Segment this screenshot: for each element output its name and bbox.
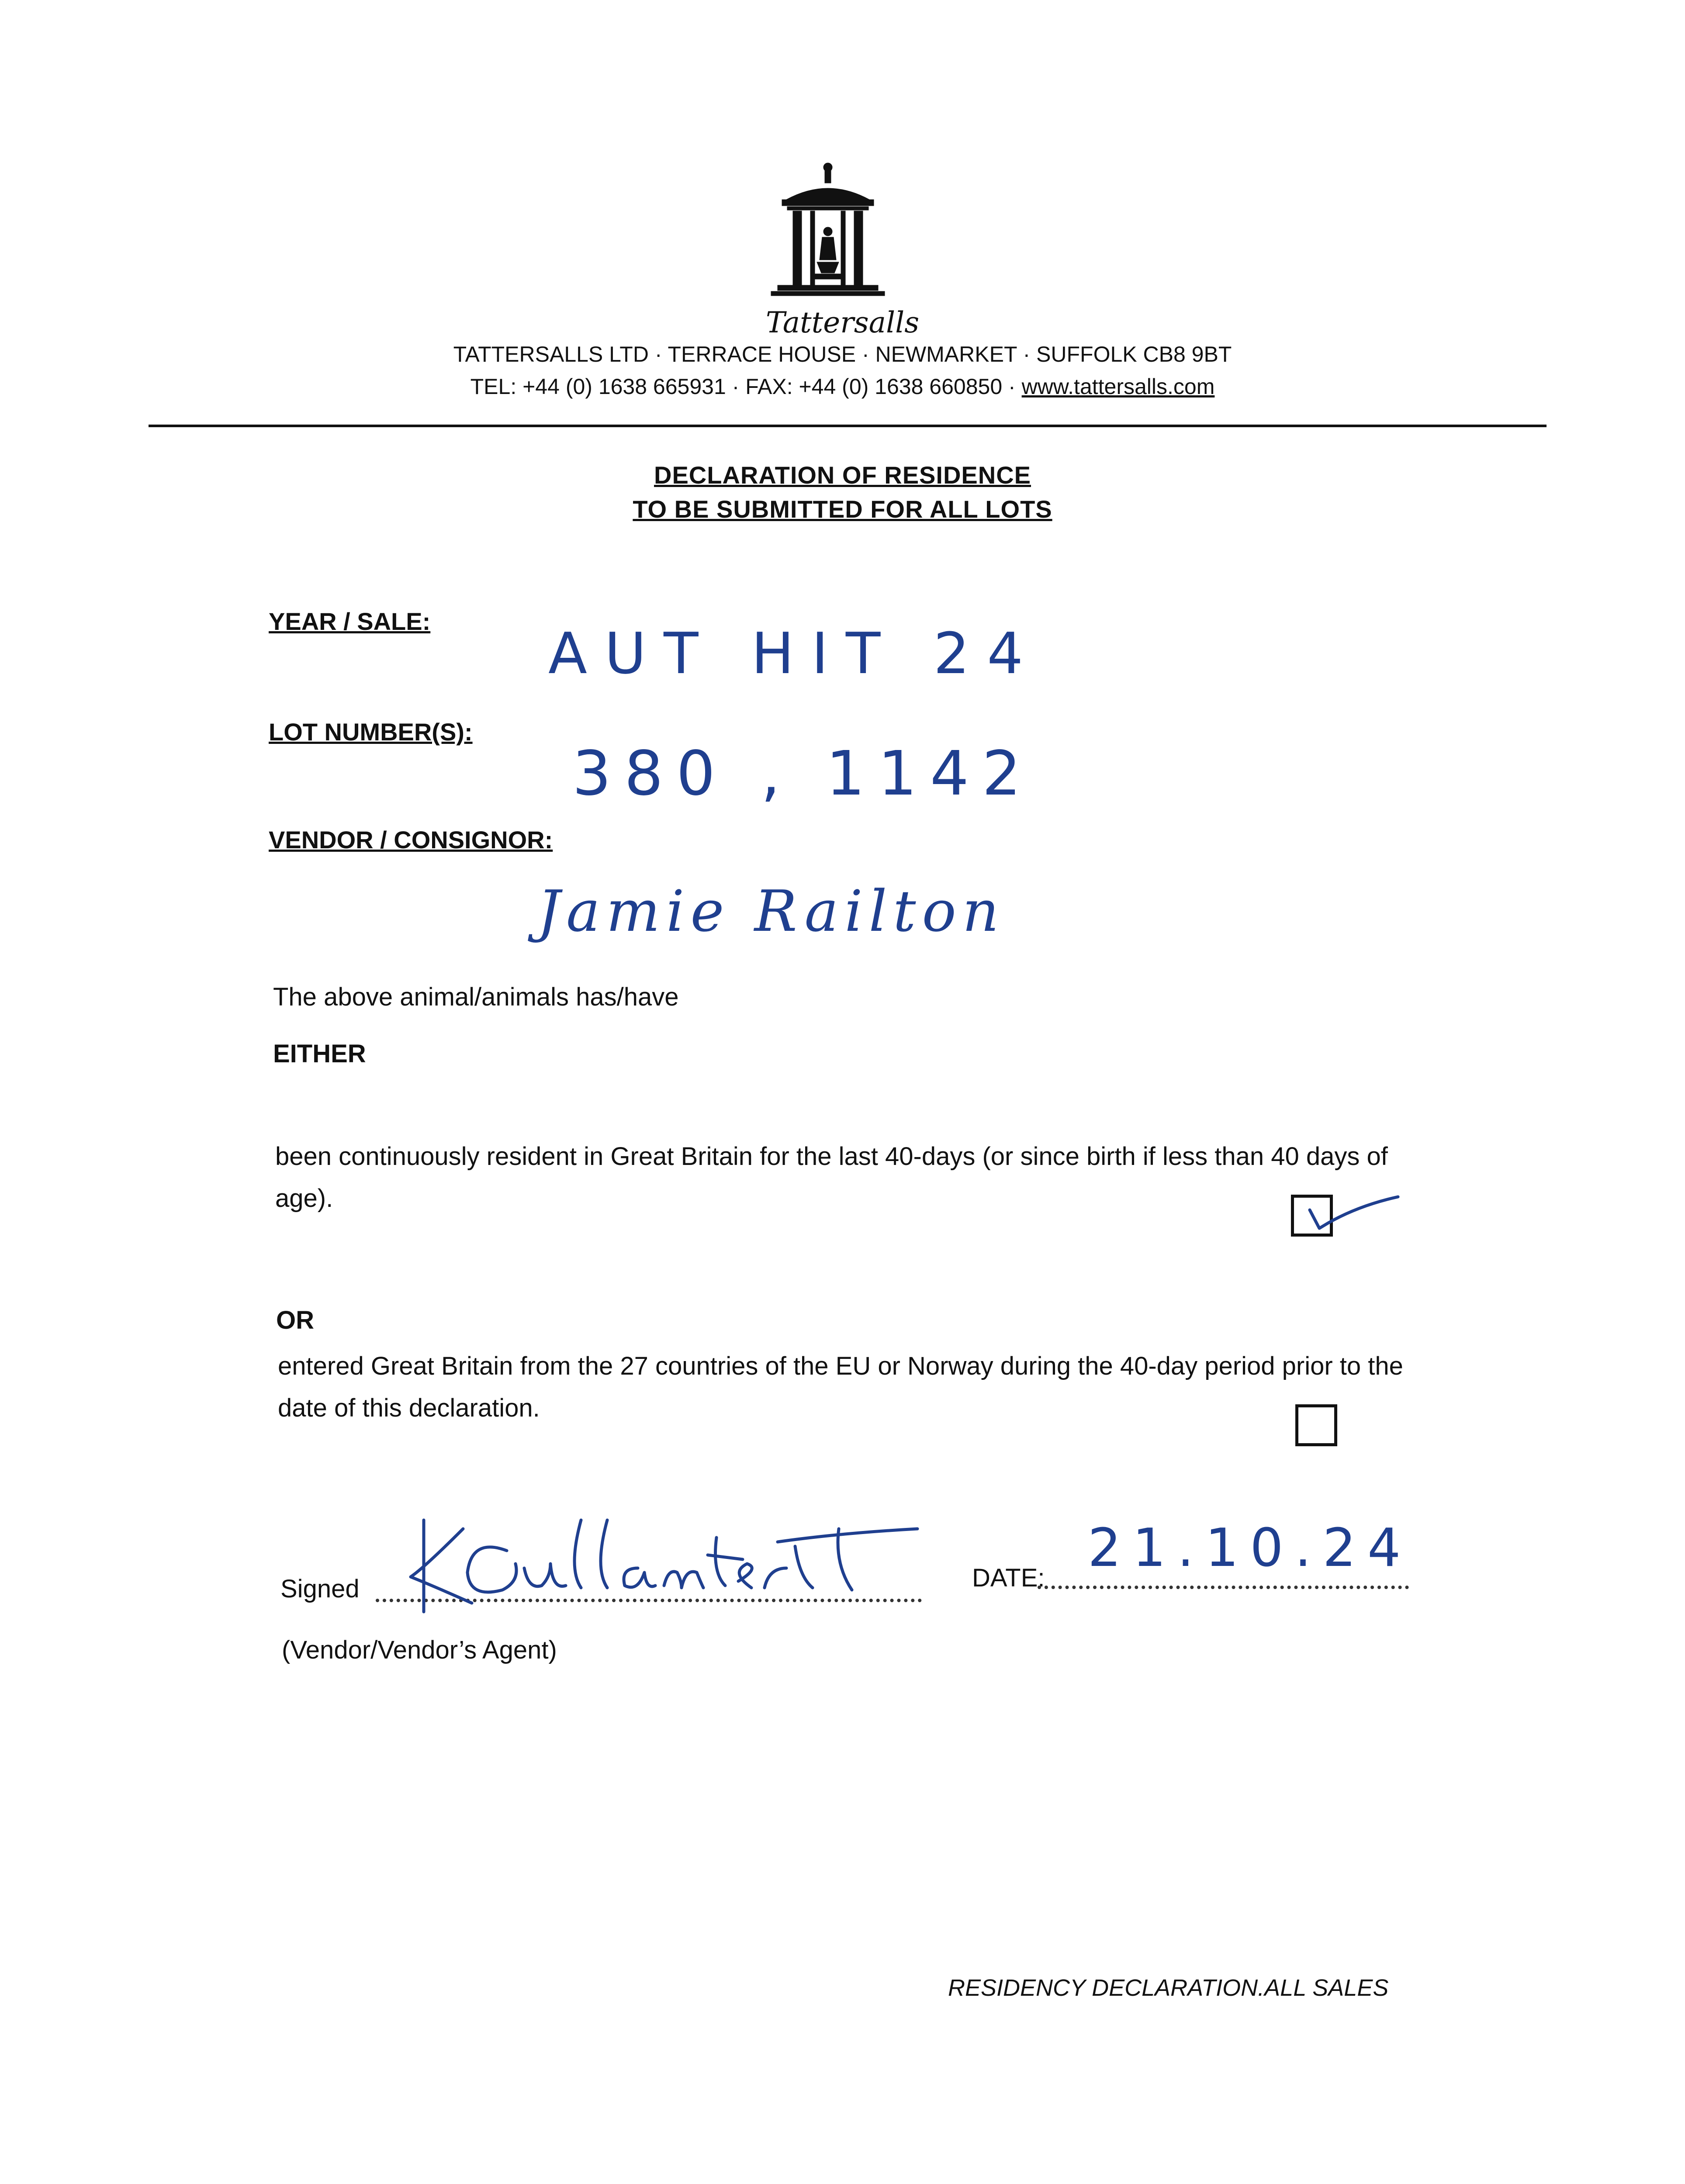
option-entered-checkbox[interactable] xyxy=(1295,1404,1337,1446)
year-sale-value[interactable]: AUT HIT 24 xyxy=(548,620,1041,687)
phone-fax: TEL: +44 (0) 1638 665931 · FAX: +44 (0) 1638 660850 · xyxy=(470,374,1022,399)
document-title: DECLARATION OF RESIDENCE xyxy=(654,461,1031,489)
or-heading: OR xyxy=(276,1306,314,1334)
either-heading: EITHER xyxy=(273,1040,366,1068)
year-sale-label: YEAR / SALE: xyxy=(269,608,431,635)
document-subtitle: TO BE SUBMITTED FOR ALL LOTS xyxy=(633,495,1052,523)
vendor-consignor-label: VENDOR / CONSIGNOR: xyxy=(269,826,553,854)
document-reference: RESIDENCY DECLARATION.ALL SALES xyxy=(948,1975,1389,2001)
lot-numbers-label: LOT NUMBER(S): xyxy=(269,718,473,746)
handwritten-signature[interactable] xyxy=(393,1503,931,1616)
company-contact xyxy=(0,374,1685,399)
website-link[interactable]: www.tattersalls.com xyxy=(1021,374,1215,399)
date-label: DATE: xyxy=(972,1564,1045,1592)
brand-name: Tattersalls xyxy=(765,306,920,339)
tattersalls-rotunda-logo xyxy=(769,159,887,308)
checkmark-icon xyxy=(1293,1179,1407,1245)
signed-label: Signed xyxy=(280,1575,360,1603)
header-divider xyxy=(149,425,1547,427)
company-address: TATTERSALLS LTD · TERRACE HOUSE · NEWMARKET · SUFFOLK CB8 9BT xyxy=(453,342,1232,366)
option-resident-text: been continuously resident in Great Britain for the last 40-days (or since birth if less than 40 days of age). xyxy=(275,1142,1388,1213)
signer-role: (Vendor/Vendor’s Agent) xyxy=(282,1636,557,1664)
vendor-consignor-value[interactable]: Jamie Railton xyxy=(537,878,1005,944)
lot-numbers-value[interactable]: 380 , 1142 xyxy=(572,738,1035,809)
intro-text: The above animal/animals has/have xyxy=(273,983,679,1011)
option-entered-text: entered Great Britain from the 27 countries of the EU or Norway during the 40-day period prior to the date of this declaration. xyxy=(278,1352,1403,1422)
date-line xyxy=(1038,1586,1409,1589)
date-value[interactable]: 21.10.24 xyxy=(1088,1518,1412,1579)
